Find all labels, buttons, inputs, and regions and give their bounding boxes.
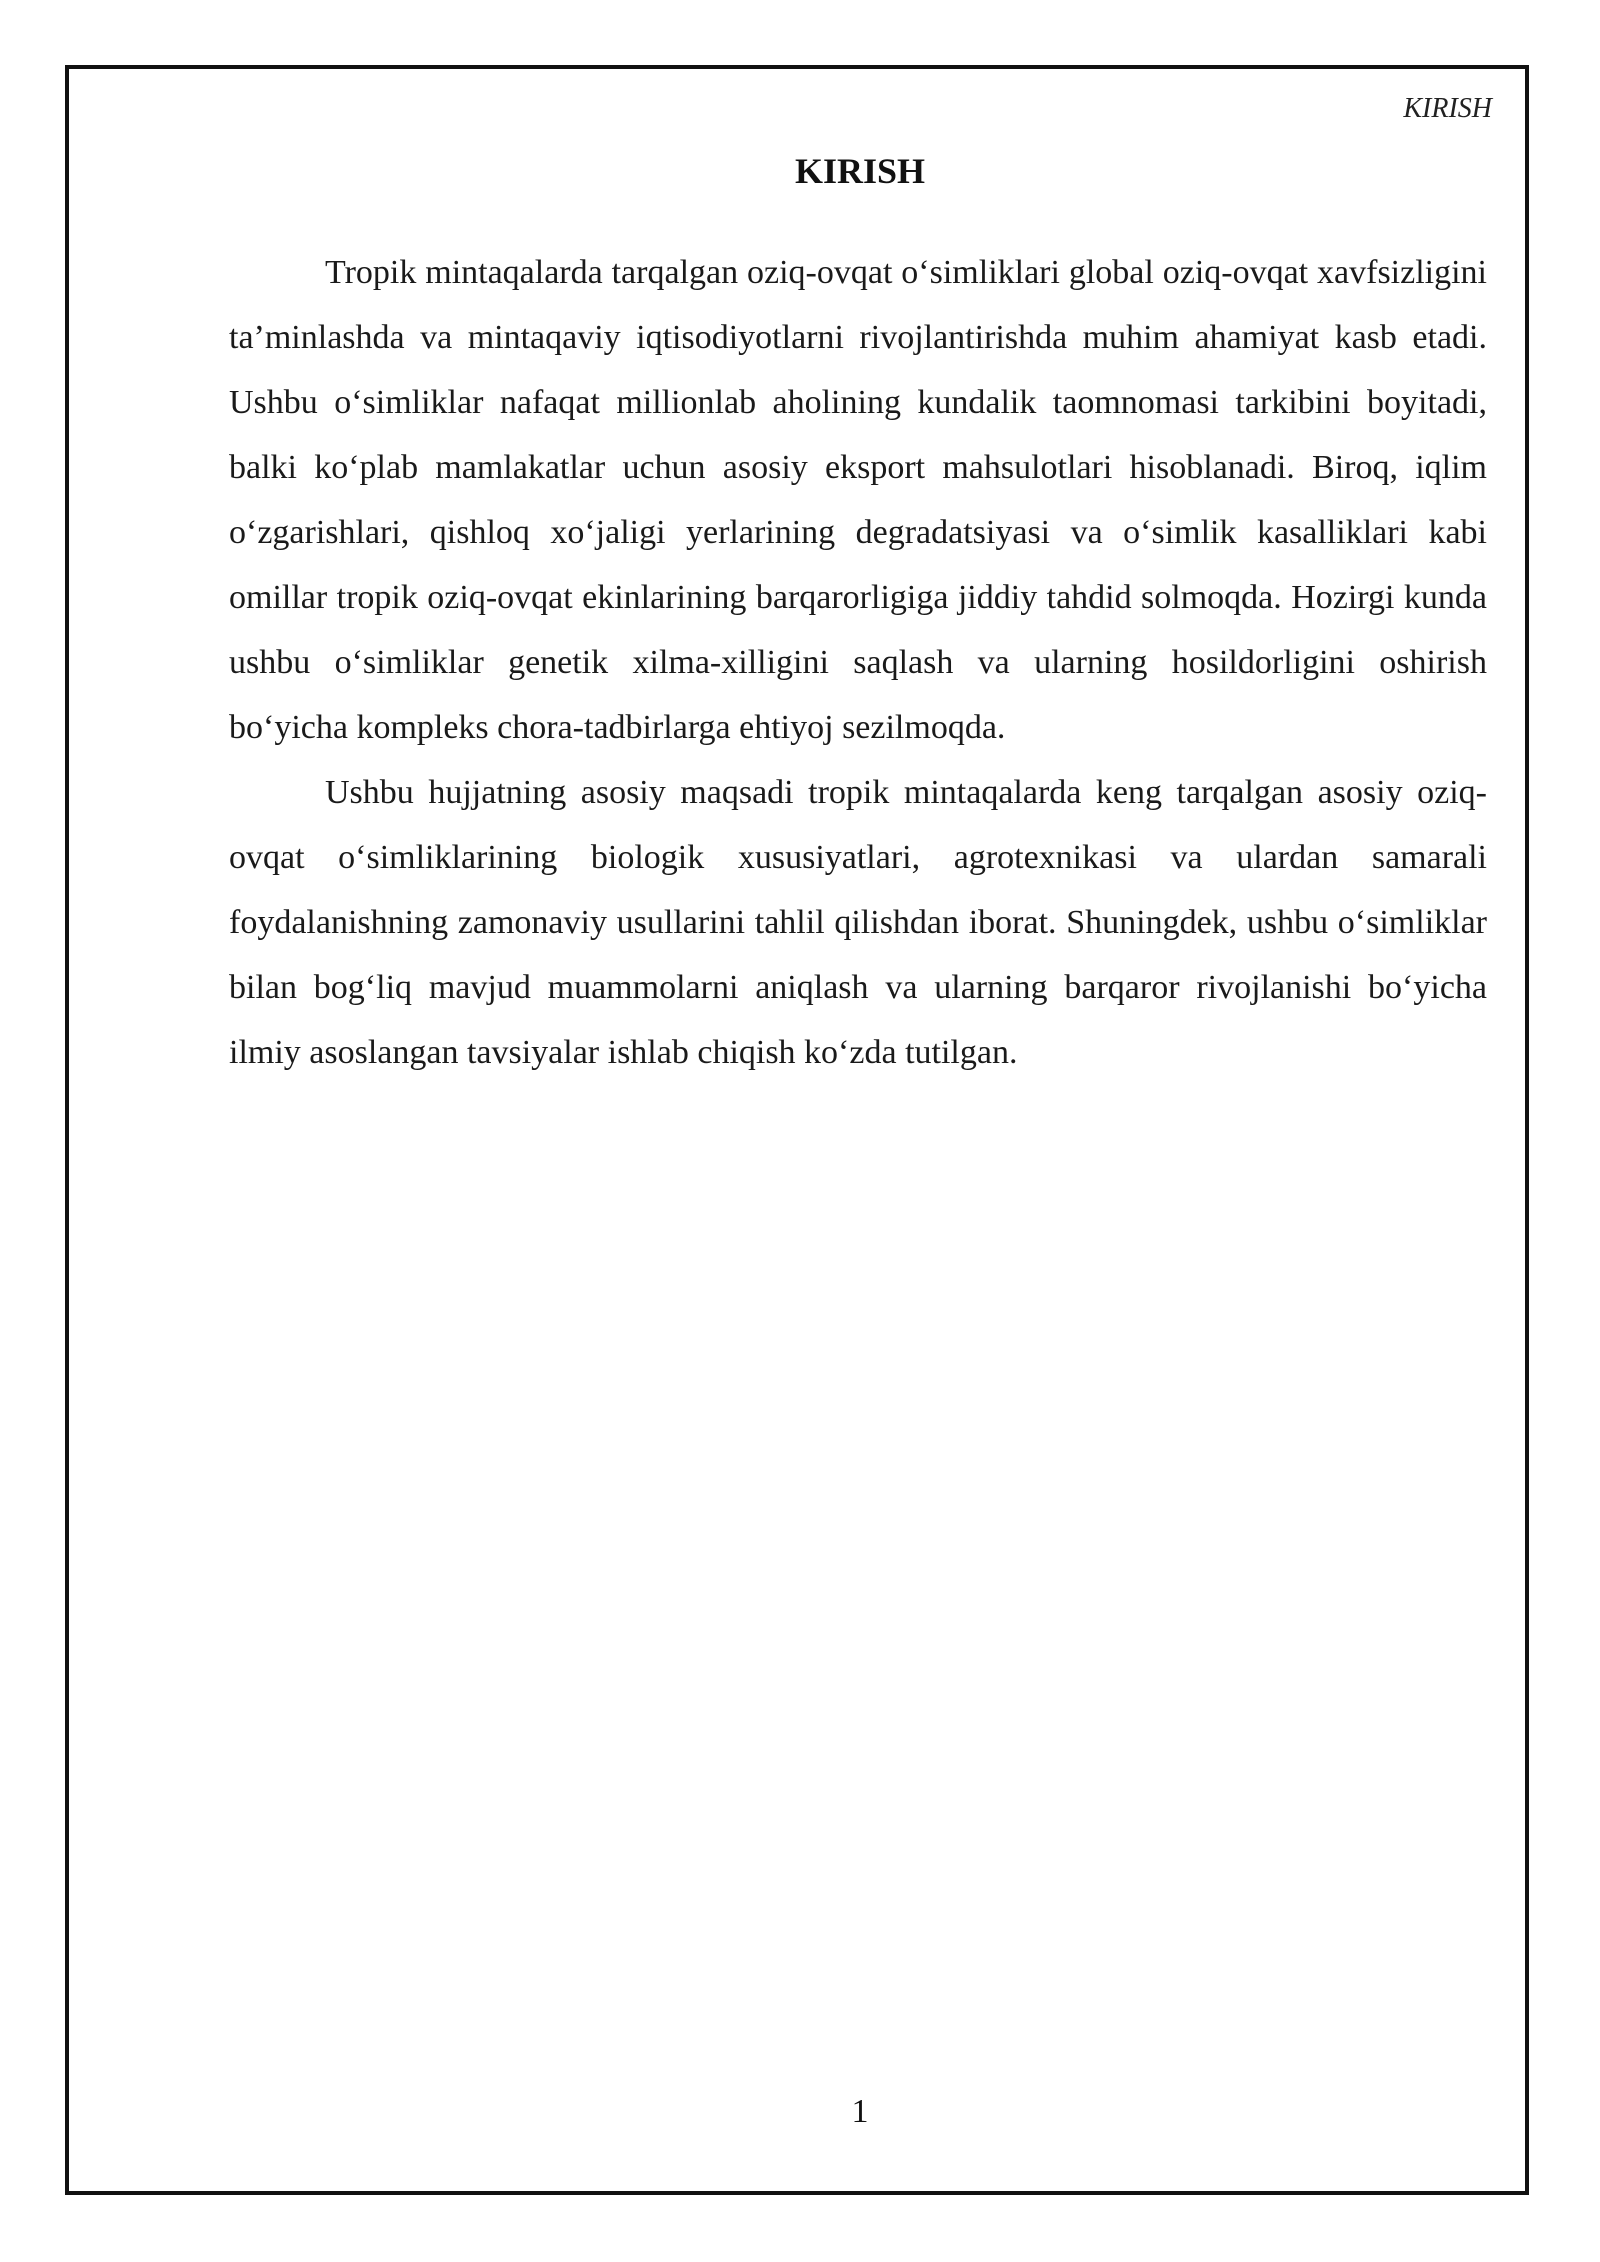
page-number: 1 [851,2093,869,2130]
page-title: KIRISH [794,151,926,191]
paragraph-1: Tropik mintaqalarda tarqalgan oziq-ovqat o‘simliklari global oziq-ovqat xavfsizligini ta’minlashda va mintaqaviy iqtisodiyotlarni rivojlantirishda muhim ahamiyat kasb etadi. Ushbu o‘simliklar nafaqat millionlab aholining kundalik taomnomasi tarkibini boyitadi, balki ko‘plab mamlakatlar uchun asosiy eksport mahsulotlari hisoblanadi. Biroq, iqlim o‘zgarishlari, qishloq xo‘jaligi yerlarining degradatsiyasi va o‘simlik kasalliklari kabi omillar tropik oziq-ovqat ekinlarining barqarorligiga jiddiy tahdid solmoqda. Hozirgi kunda ushbu o‘simliklar genetik xilma-xilligini saqlash va ularning hosildorligini oshirish bo‘yicha kompleks chora-tadbirlarga ehtiyoj sezilmoqda. [229,254,1487,746]
paragraph-2: Ushbu hujjatning asosiy maqsadi tropik mintaqalarda keng tarqalgan asosiy oziq-ovqat o‘simliklarining biologik xususiyatlari, agrotexnikasi va ulardan samarali foydalanishning zamonaviy usullarini tahlil qilishdan iborat. Shuningdek, ushbu o‘simliklar bilan bog‘liq mavjud muammolarni aniqlash va ularning barqaror rivojlanishi bo‘yicha ilmiy asoslangan tavsiyalar ishlab chiqish ko‘zda tutilgan. [229,774,1487,1071]
running-header: KIRISH [1403,93,1492,124]
body-text [229,240,1487,1085]
